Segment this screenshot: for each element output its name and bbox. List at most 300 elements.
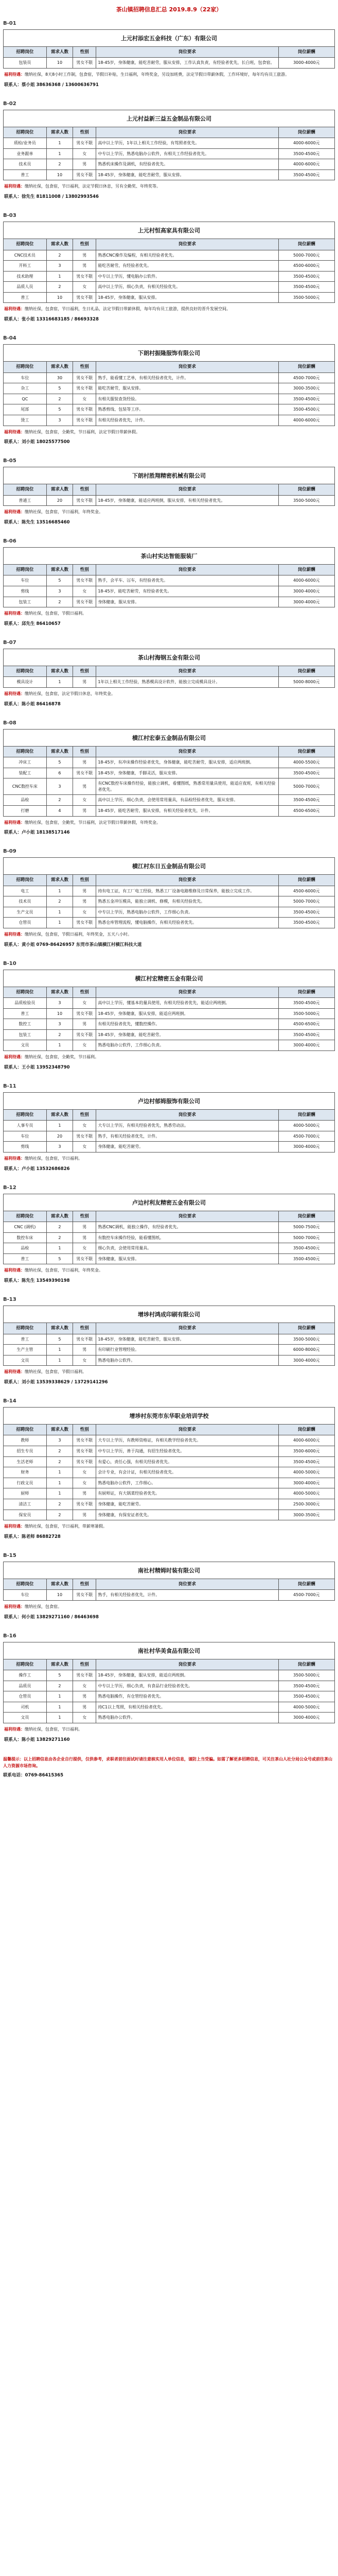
table-row — [4, 757, 335, 768]
job-requirements: 有爱心，责任心强，有相关经验者优先。 — [96, 1456, 278, 1467]
column-header: 招聘岗位 — [4, 1579, 47, 1590]
column-header: 岗位要求 — [96, 47, 278, 58]
company-code: B-01 — [3, 21, 16, 26]
company-code: B-09 — [3, 849, 16, 855]
footer-note: 温馨提示：以上招聘信息由各企业自行提供，仅供参考，求职者前往面试时请注意核实用人单位信息，谨防上当受骗。如需了解更多招聘信息，可关注茶山人社分局公众号或前往茶山人力资源市场咨询。 — [3, 1756, 332, 1769]
headcount: 3 — [46, 1019, 73, 1030]
gender: 女 — [73, 1121, 96, 1131]
contact-info: 联系人：卢小姐 18138517146 — [4, 830, 70, 836]
headcount: 1 — [46, 1478, 73, 1488]
salary: 3000-3500元 — [278, 1510, 334, 1520]
job-requirements: 18-45岁，身体健康，能吃苦耐劳，服从安排。 — [96, 170, 278, 180]
benefits-label: 福利待遇： — [4, 691, 25, 696]
jobs-table — [3, 987, 335, 1051]
job-requirements: 能吃苦耐劳，服从安排。 — [96, 383, 278, 394]
job-requirements: 18-45岁，身体健康，服从安排，能适应两班倒。 — [96, 1008, 278, 1019]
headcount: 1 — [46, 1467, 73, 1478]
salary: 3500-5000元 — [278, 1334, 334, 1345]
headcount: 5 — [46, 575, 73, 586]
company-code: B-06 — [3, 538, 16, 545]
headcount: 20 — [46, 1131, 73, 1142]
job-title: 生产主管 — [4, 1345, 47, 1355]
salary: 5000-7000元 — [278, 896, 334, 907]
table-row — [4, 1019, 335, 1030]
job-requirements: 高中以上学历，1年以上相关工作经验，有驾照者优先。 — [96, 138, 278, 149]
job-requirements: 持有电工证，有工厂电工经验，熟悉工厂设备电路维修及日常保养，能独立完成工作。 — [96, 886, 278, 896]
salary: 2500-3000元 — [278, 1499, 334, 1510]
column-header: 岗位要求 — [96, 1109, 278, 1120]
salary: 3500-4500元 — [278, 1456, 334, 1467]
benefits-label: 福利待遇： — [4, 72, 25, 77]
headcount: 1 — [46, 271, 73, 282]
gender: 男女不限 — [73, 1590, 96, 1601]
company-name: 下朗村胜翔精密机械有限公司 — [3, 467, 335, 484]
benefits-note — [3, 1601, 335, 1612]
benefits-label: 福利待遇： — [4, 429, 25, 434]
job-title: 电工 — [4, 886, 47, 896]
company-block — [3, 1398, 335, 1541]
salary: 4000-6000元 — [278, 575, 334, 586]
job-title: 品检 — [4, 795, 47, 806]
gender: 男女不限 — [73, 597, 96, 607]
headcount: 2 — [46, 394, 73, 404]
salary: 3500-5000元 — [278, 1008, 334, 1019]
salary: 5000-7500元 — [278, 1222, 334, 1233]
job-title: 品质人员 — [4, 282, 47, 293]
job-requirements: 18-45岁，有冲床操作经验者优先，身体健康，能吃苦耐劳，服从安排，适应两班倒。 — [96, 757, 278, 768]
job-requirements: 大专以上学历，有相关经验者优先，熟悉劳动法。 — [96, 1121, 278, 1131]
job-title: 包装工 — [4, 597, 47, 607]
gender: 男女不限 — [73, 404, 96, 415]
table-row — [4, 1243, 335, 1254]
salary: 3500-5000元 — [278, 1670, 334, 1681]
job-title: CNC数控车床 — [4, 778, 47, 795]
gender: 男女不限 — [73, 1435, 96, 1446]
column-header: 需求人数 — [46, 47, 73, 58]
gender: 男女不限 — [73, 58, 96, 69]
benefits-note — [3, 1723, 335, 1734]
gender: 女 — [73, 1142, 96, 1153]
table-header-row — [4, 1579, 335, 1590]
headcount: 5 — [46, 1253, 73, 1264]
headcount: 3 — [46, 998, 73, 1009]
company-name: 横江村宏泰五金制品有限公司 — [3, 729, 335, 746]
contact-info: 联系人：张小姐 13316683185 / 86693328 — [4, 317, 99, 323]
column-header: 需求人数 — [46, 1109, 73, 1120]
company-block — [3, 1083, 335, 1174]
benefits-note — [3, 1153, 335, 1163]
gender: 女 — [73, 1681, 96, 1691]
table-row — [4, 1222, 335, 1233]
job-requirements: 高中以上学历，细心负责，会使用常用量具，有品检经验者优先，服从安排。 — [96, 795, 278, 806]
benefits-note — [3, 180, 335, 191]
column-header: 需求人数 — [46, 1659, 73, 1670]
job-title: 包装员 — [4, 58, 47, 69]
job-title: 文员 — [4, 1713, 47, 1723]
column-header: 性别 — [73, 484, 96, 495]
benefits-note — [3, 426, 335, 437]
benefits-text: 缴纳社保，包食宿，全勤奖，节日福利，法定节假日带薪休假。 — [25, 429, 140, 434]
salary: 4500-6000元 — [278, 261, 334, 272]
column-header: 性别 — [73, 1323, 96, 1334]
job-title: CNC技术员 — [4, 250, 47, 261]
company-name: 茶山村实达智能服装厂 — [3, 547, 335, 564]
benefits-text: 缴纳社保，包食宿，节日福利，生日礼品，法定节假日带薪休假，每年均有员工旅游，提供良好的晋升发展空间。 — [25, 307, 230, 312]
column-header: 岗位要求 — [96, 875, 278, 886]
column-header: 招聘岗位 — [4, 362, 47, 372]
table-row — [4, 998, 335, 1009]
company-block — [3, 1185, 335, 1285]
column-header: 岗位要求 — [96, 362, 278, 372]
column-header: 招聘岗位 — [4, 987, 47, 997]
table-header-row — [4, 1109, 335, 1120]
job-requirements: 有相关经验者优先，计件。 — [96, 415, 278, 426]
headcount: 1 — [46, 1691, 73, 1702]
company-block — [3, 538, 335, 629]
table-row — [4, 575, 335, 586]
job-title: 文员 — [4, 1355, 47, 1366]
table-row — [4, 1681, 335, 1691]
column-header: 招聘岗位 — [4, 47, 47, 58]
job-title: 仓管员 — [4, 918, 47, 928]
job-title: 人事专员 — [4, 1121, 47, 1131]
gender: 男女不限 — [73, 372, 96, 383]
jobs-table — [3, 127, 335, 181]
salary: 4000-5000元 — [278, 1488, 334, 1499]
jobs-table — [3, 666, 335, 688]
contact-info: 联系人：刘小姐 18025577500 — [4, 439, 70, 445]
salary: 3500-4500元 — [278, 1253, 334, 1264]
gender: 男女不限 — [73, 495, 96, 506]
salary: 3000-3500元 — [278, 383, 334, 394]
gender: 男 — [73, 1702, 96, 1713]
column-header: 需求人数 — [46, 565, 73, 575]
column-header: 招聘岗位 — [4, 484, 47, 495]
job-title: 技术助理 — [4, 271, 47, 282]
benefits-text: 缴纳社保，包食宿，全勤奖，节日福利。 — [25, 1055, 99, 1060]
table-header-row — [4, 746, 335, 757]
job-requirements: 熟手，有相关经验者优先，计件。 — [96, 1131, 278, 1142]
benefits-label: 福利待遇： — [4, 1156, 25, 1161]
job-title: 财务 — [4, 1467, 47, 1478]
benefits-text: 缴纳社保，包食宿，法定节假日休息，年终奖金。 — [25, 691, 115, 696]
benefits-text: 缴纳社保，包食宿，节日福利，带薪寒暑假。 — [25, 1524, 107, 1529]
salary: 3000-4000元 — [278, 1355, 334, 1366]
headcount: 1 — [46, 148, 73, 159]
headcount: 4 — [46, 805, 73, 816]
benefits-note — [3, 1520, 335, 1531]
salary: 3000-4000元 — [278, 597, 334, 607]
job-title: 杂工 — [4, 383, 47, 394]
jobs-table — [3, 564, 335, 607]
job-requirements: 熟悉电脑办公软件，工作细心。 — [96, 1478, 278, 1488]
gender: 男 — [73, 261, 96, 272]
company-code: B-08 — [3, 720, 16, 726]
benefits-text: 缴纳社保，包食宿，节假日福利，年终奖金，五天八小时。 — [25, 932, 132, 937]
gender: 男 — [73, 250, 96, 261]
job-requirements: 有印刷行业管理经验。 — [96, 1345, 278, 1355]
company-name: 增埗村东莞市东华职业培训学校 — [3, 1407, 335, 1424]
jobs-table — [3, 1579, 335, 1601]
gender: 男女不限 — [73, 1008, 96, 1019]
column-header: 需求人数 — [46, 987, 73, 997]
column-header: 需求人数 — [46, 484, 73, 495]
job-title: 模具设计 — [4, 677, 47, 688]
table-row — [4, 159, 335, 170]
job-title: 打磨 — [4, 805, 47, 816]
table-row — [4, 250, 335, 261]
company-name: 横江村东日五金制品有限公司 — [3, 857, 335, 874]
job-title: 技术员 — [4, 159, 47, 170]
column-header: 岗位薪酬 — [278, 666, 334, 676]
column-header: 需求人数 — [46, 1211, 73, 1222]
table-row — [4, 795, 335, 806]
headcount: 1 — [46, 1713, 73, 1723]
headcount: 1 — [46, 1345, 73, 1355]
company-block — [3, 101, 335, 201]
job-title: 操作工 — [4, 1670, 47, 1681]
benefits-text: 缴纳社保，包食宿，节日福利，年终奖金。 — [25, 1268, 103, 1273]
table-row — [4, 896, 335, 907]
company-code: B-14 — [3, 1398, 16, 1404]
column-header: 性别 — [73, 1579, 96, 1590]
footer-contact: 联系电话：0769-86415365 — [3, 1772, 64, 1778]
column-header: 招聘岗位 — [4, 746, 47, 757]
jobs-table — [3, 484, 335, 506]
benefits-text: 缴纳社保，包食宿，节日福利，年终奖金。 — [25, 510, 103, 515]
gender: 男女不限 — [73, 271, 96, 282]
job-requirements: 熟悉电脑办公软件，工作细心负责。 — [96, 1040, 278, 1051]
job-title: 普工 — [4, 1334, 47, 1345]
benefits-note — [3, 1051, 335, 1062]
company-block — [3, 640, 335, 709]
job-requirements: 身体健康，服从安排。 — [96, 1253, 278, 1264]
table-row — [4, 271, 335, 282]
column-header: 性别 — [73, 1211, 96, 1222]
gender: 女 — [73, 1355, 96, 1366]
jobs-table — [3, 1323, 335, 1366]
gender: 女 — [73, 1713, 96, 1723]
job-requirements: 18-45岁，身体健康，服从安排。 — [96, 292, 278, 303]
column-header: 岗位薪酬 — [278, 1109, 334, 1120]
benefits-note — [3, 69, 335, 79]
column-header: 招聘岗位 — [4, 875, 47, 886]
table-header-row — [4, 484, 335, 495]
column-header: 招聘岗位 — [4, 127, 47, 138]
column-header: 招聘岗位 — [4, 1109, 47, 1120]
column-header: 性别 — [73, 1109, 96, 1120]
job-requirements: 身体健康，能吃苦耐劳。 — [96, 1142, 278, 1153]
job-requirements: 有数控车床操作经验，能看懂图纸。 — [96, 1232, 278, 1243]
column-header: 需求人数 — [46, 1425, 73, 1435]
column-header: 招聘岗位 — [4, 239, 47, 250]
job-requirements: 高中以上学历，懂基本的量具使用，有相关经验者优先，能适应两班倒。 — [96, 998, 278, 1009]
job-title: 文员 — [4, 1040, 47, 1051]
headcount: 2 — [46, 597, 73, 607]
company-name: 上元村添宏五金科技（广东）有限公司 — [3, 29, 335, 46]
table-row — [4, 918, 335, 928]
contact-info: 联系人：王小姐 13952348790 — [4, 1064, 70, 1070]
company-code: B-03 — [3, 213, 16, 219]
column-header: 岗位要求 — [96, 666, 278, 676]
company-code: B-15 — [3, 1553, 16, 1558]
salary: 3500-5000元 — [278, 495, 334, 506]
gender: 男女不限 — [73, 1253, 96, 1264]
headcount: 2 — [46, 1446, 73, 1457]
table-row — [4, 1713, 335, 1723]
headcount: 3 — [46, 1142, 73, 1153]
headcount: 20 — [46, 495, 73, 506]
job-title: 生活老师 — [4, 1456, 47, 1467]
salary: 3500-4500元 — [278, 998, 334, 1009]
job-title: 装配工 — [4, 768, 47, 778]
table-row — [4, 1499, 335, 1510]
salary: 4000-6000元 — [278, 138, 334, 149]
benefits-label: 福利待遇： — [4, 932, 25, 937]
benefits-label: 福利待遇： — [4, 1268, 25, 1273]
gender: 女 — [73, 907, 96, 918]
headcount: 5 — [46, 757, 73, 768]
job-title: 车位 — [4, 575, 47, 586]
job-title: CNC (调机) — [4, 1222, 47, 1233]
table-row — [4, 394, 335, 404]
headcount: 1 — [46, 907, 73, 918]
column-header: 岗位薪酬 — [278, 1323, 334, 1334]
job-title: 仓管员 — [4, 1691, 47, 1702]
job-title: 车位 — [4, 372, 47, 383]
salary: 3500-4500元 — [278, 907, 334, 918]
salary: 3500-4500元 — [278, 795, 334, 806]
company-list — [3, 21, 335, 1744]
column-header: 岗位要求 — [96, 1579, 278, 1590]
job-requirements: 熟悉剪线、包装等工序。 — [96, 404, 278, 415]
job-requirements: 熟悉电脑办公软件。 — [96, 1713, 278, 1723]
column-header: 性别 — [73, 1659, 96, 1670]
job-title: QC — [4, 394, 47, 404]
job-title: 剪线 — [4, 586, 47, 597]
column-header: 岗位要求 — [96, 987, 278, 997]
contact-info: 联系人：邱先生 86410657 — [4, 621, 61, 626]
table-row — [4, 372, 335, 383]
job-requirements: 中专以上学历，熟悉电脑办公软件，有相关工作经验者优先。 — [96, 148, 278, 159]
benefits-text: 缴纳社保，8天8小时工作制，包食宿，节假日补贴，生日福利，年终奖金，另设加班费，法定节假日带薪休假，工作环境好，每年均有员工旅游。 — [25, 72, 290, 77]
benefits-label: 福利待遇： — [4, 1524, 25, 1529]
column-header: 招聘岗位 — [4, 1211, 47, 1222]
contact-info: 联系人：黄小姐 0769-86426957 东莞市茶山镇横江村横江科技大道 — [4, 942, 142, 947]
job-title: 品检 — [4, 1243, 47, 1254]
column-header: 岗位薪酬 — [278, 484, 334, 495]
table-row — [4, 1590, 335, 1601]
headcount: 2 — [46, 1029, 73, 1040]
job-requirements: 熟悉电脑操作，有仓管经验者优先。 — [96, 1691, 278, 1702]
benefits-label: 福利待遇： — [4, 510, 25, 515]
benefits-note — [3, 1264, 335, 1275]
benefits-text: 缴纳社保，包食宿。 — [25, 1604, 62, 1609]
headcount: 1 — [46, 677, 73, 688]
salary: 4000-6000元 — [278, 415, 334, 426]
job-title: 行政文员 — [4, 1478, 47, 1488]
salary: 3000-4000元 — [278, 1040, 334, 1051]
headcount: 10 — [46, 1590, 73, 1601]
column-header: 需求人数 — [46, 239, 73, 250]
job-requirements: 高中以上学历，细心负责，有相关经验优先。 — [96, 282, 278, 293]
column-header: 岗位薪酬 — [278, 239, 334, 250]
column-header: 性别 — [73, 746, 96, 757]
headcount: 1 — [46, 918, 73, 928]
benefits-text: 缴纳社保，包食宿，节假日福利。 — [25, 1369, 86, 1375]
salary: 3500-4500元 — [278, 1681, 334, 1691]
job-requirements: 细心负责，会使用常用量具。 — [96, 1243, 278, 1254]
salary: 3500-4500元 — [278, 1029, 334, 1040]
column-header: 岗位薪酬 — [278, 127, 334, 138]
salary: 5000-7000元 — [278, 778, 334, 795]
table-header-row — [4, 1323, 335, 1334]
salary: 3500-5000元 — [278, 292, 334, 303]
table-row — [4, 1008, 335, 1019]
job-requirements: 有相关经验者优先，懂数控操作。 — [96, 1019, 278, 1030]
headcount: 1 — [46, 1121, 73, 1131]
headcount: 10 — [46, 1008, 73, 1019]
contact-info: 联系人：何小姐 13829271160 / 86463698 — [4, 1614, 99, 1620]
salary: 4500-6500元 — [278, 1019, 334, 1030]
salary: 3500-6000元 — [278, 1446, 334, 1457]
company-name: 南社村华美食品有限公司 — [3, 1642, 335, 1659]
headcount: 2 — [46, 1681, 73, 1691]
gender: 女 — [73, 394, 96, 404]
column-header: 岗位要求 — [96, 1323, 278, 1334]
contact-info: 联系人：陈老师 86882728 — [4, 1534, 61, 1539]
job-title: 车位 — [4, 1590, 47, 1601]
company-code: B-10 — [3, 960, 16, 967]
table-row — [4, 778, 335, 795]
table-row — [4, 1670, 335, 1681]
gender: 男女不限 — [73, 170, 96, 180]
job-requirements: 有相关服装查货经验。 — [96, 394, 278, 404]
column-header: 岗位薪酬 — [278, 47, 334, 58]
table-header-row — [4, 1659, 335, 1670]
table-row — [4, 1435, 335, 1446]
table-row — [4, 1488, 335, 1499]
job-title: 生产文员 — [4, 907, 47, 918]
job-title: 数控工 — [4, 1019, 47, 1030]
table-row — [4, 292, 335, 303]
column-header: 岗位薪酬 — [278, 1211, 334, 1222]
headcount: 2 — [46, 1499, 73, 1510]
job-title: 保安员 — [4, 1510, 47, 1520]
table-header-row — [4, 239, 335, 250]
gender: 男 — [73, 1510, 96, 1520]
company-block — [3, 720, 335, 838]
column-header: 性别 — [73, 239, 96, 250]
benefits-note — [3, 1366, 335, 1377]
jobs-table — [3, 1659, 335, 1723]
job-requirements: 18-45岁，身体健康，手脚灵活，服从安排。 — [96, 768, 278, 778]
column-header: 需求人数 — [46, 1323, 73, 1334]
table-row — [4, 282, 335, 293]
column-header: 招聘岗位 — [4, 1425, 47, 1435]
table-row — [4, 907, 335, 918]
job-requirements: 身体健康，能吃苦耐劳。 — [96, 1499, 278, 1510]
benefits-text: 缴纳社保，包食宿，节日福利。 — [25, 1726, 82, 1732]
table-row — [4, 415, 335, 426]
job-requirements: 18-45岁，能吃苦耐劳，服从安排，有相关经验者优先，计件。 — [96, 805, 278, 816]
company-block — [3, 335, 335, 447]
salary: 4500-7000元 — [278, 1590, 334, 1601]
column-header: 性别 — [73, 47, 96, 58]
contact-info: 联系人：蔡小姐 38636368 / 13600636791 — [4, 82, 99, 88]
headcount: 5 — [46, 1334, 73, 1345]
gender: 男 — [73, 1691, 96, 1702]
